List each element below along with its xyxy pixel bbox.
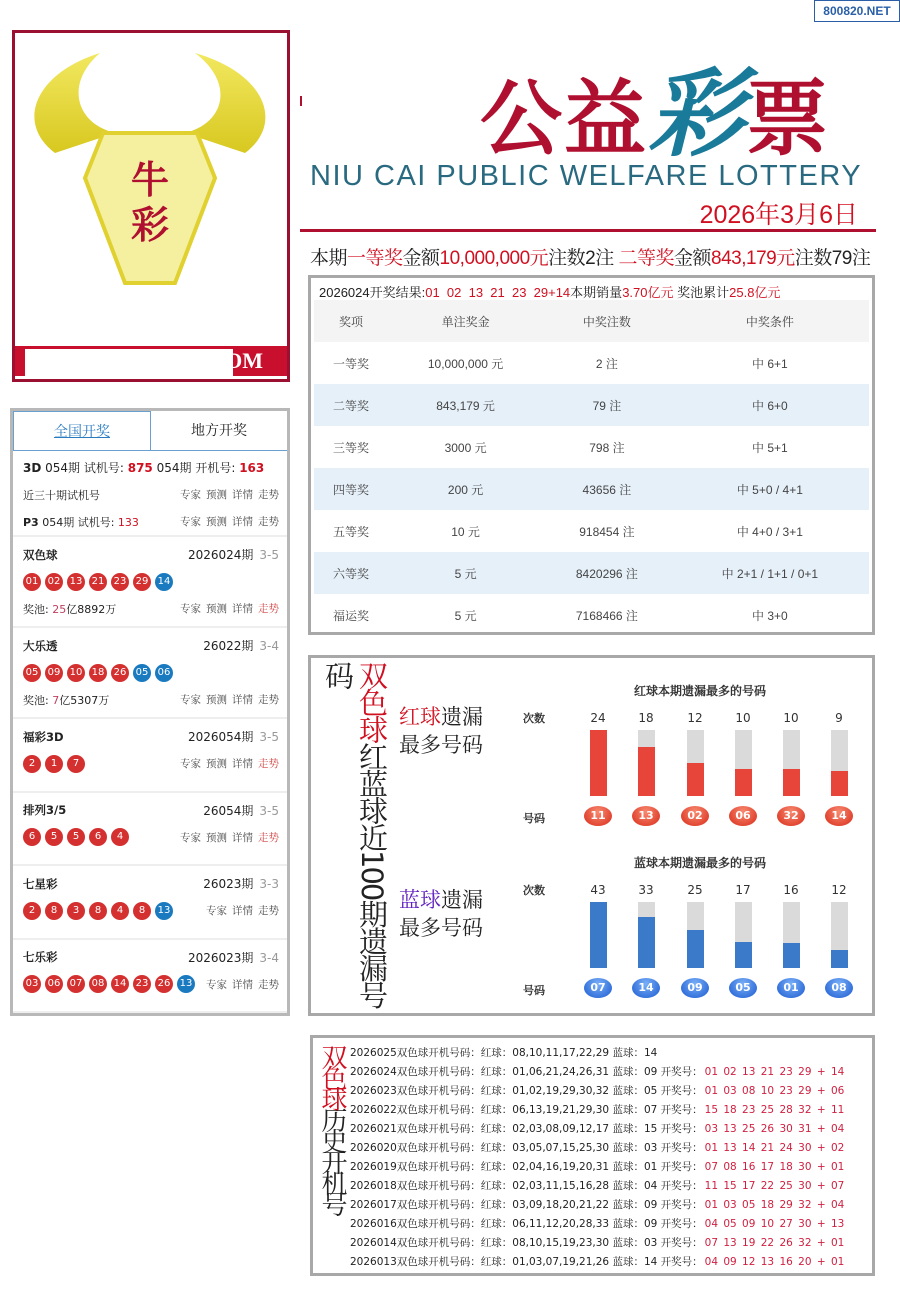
value-label: 24 bbox=[590, 711, 606, 725]
issue-date: 2026年3月6日 bbox=[699, 201, 858, 229]
balls-row bbox=[23, 568, 279, 595]
x-label: 号码 bbox=[523, 984, 545, 997]
draw-date: 3-5 bbox=[259, 730, 279, 744]
jackpot-row bbox=[23, 595, 279, 622]
value-label: 12 bbox=[687, 711, 703, 725]
red-ball: 21 bbox=[89, 573, 107, 591]
bar-track bbox=[831, 730, 848, 796]
table-cell: 中 4+0 / 3+1 bbox=[736, 524, 803, 539]
blue-subtitle: 蓝球遗漏 最多号码 bbox=[399, 888, 483, 940]
link-trend[interactable]: 走势 bbox=[258, 603, 279, 615]
red-ball: 03 bbox=[23, 975, 41, 993]
value-label: 16 bbox=[783, 883, 799, 897]
link-trend[interactable]: 走势 bbox=[258, 758, 279, 770]
link-predict[interactable]: 预测 bbox=[206, 516, 227, 528]
column-header: 单注奖金 bbox=[388, 300, 543, 342]
bar-track bbox=[783, 902, 800, 968]
red-ball: 23 bbox=[133, 975, 151, 993]
link-detail[interactable]: 详情 bbox=[232, 603, 253, 615]
game-name[interactable]: 排列3/5 bbox=[23, 803, 67, 817]
link-detail[interactable]: 详情 bbox=[232, 694, 253, 706]
issue-number: 26054期 bbox=[203, 803, 254, 818]
table-row bbox=[314, 552, 869, 594]
history-text: 2026017双色球开机号码：红球：03,09,18,20,21,22 蓝球：09 开奖号： bbox=[350, 1199, 703, 1211]
divider bbox=[300, 229, 876, 232]
table-cell: 918454 注 bbox=[579, 524, 635, 539]
issue-number: 2026023期 bbox=[187, 950, 254, 965]
lottery-game bbox=[13, 628, 287, 719]
history-row bbox=[350, 1177, 844, 1196]
x-label: 号码 bbox=[523, 812, 545, 825]
game-links bbox=[175, 692, 279, 707]
link-predict[interactable]: 预测 bbox=[206, 489, 227, 501]
bar bbox=[590, 730, 607, 796]
jackpot-label: 奖池: bbox=[23, 693, 53, 707]
bar bbox=[687, 763, 704, 796]
game-issue bbox=[188, 949, 279, 966]
game-links bbox=[201, 977, 279, 992]
link-expert[interactable]: 专家 bbox=[180, 516, 201, 528]
lottery-game bbox=[13, 866, 287, 940]
red-ball: 08 bbox=[89, 975, 107, 993]
balls bbox=[23, 664, 173, 682]
value-label: 10 bbox=[783, 711, 799, 725]
link-trend[interactable]: 走势 bbox=[258, 831, 279, 844]
history-text: 2026016双色球开机号码：红球：06,11,12,20,28,33 蓝球：09 开奖号： bbox=[350, 1218, 703, 1230]
column-header: 奖项 bbox=[314, 300, 388, 342]
issue-number: 2026054期 bbox=[187, 730, 254, 744]
jackpot-amount: 25 bbox=[52, 602, 67, 616]
lottery-game bbox=[13, 537, 287, 628]
value-label: 12 bbox=[831, 883, 847, 897]
table-row bbox=[314, 342, 869, 384]
bar-track bbox=[735, 730, 752, 796]
lottery-game bbox=[13, 719, 287, 793]
bar bbox=[831, 771, 848, 796]
link-trend[interactable]: 走势 bbox=[258, 694, 279, 706]
game-issue bbox=[203, 802, 279, 819]
winning-numbers: 04 09 12 13 16 20 + 01 bbox=[704, 1256, 845, 1268]
value-label: 25 bbox=[687, 883, 703, 897]
red-subtitle: 红球遗漏 最多号码 bbox=[399, 705, 483, 757]
history-row bbox=[350, 1044, 657, 1063]
history-panel bbox=[310, 1035, 875, 1276]
game-name[interactable]: 双色球 bbox=[23, 547, 58, 562]
game-header bbox=[23, 944, 279, 971]
game-header bbox=[23, 797, 279, 824]
chart-title: 红球本期遗漏最多的号码 bbox=[634, 684, 767, 698]
blue-number-ball: 14 bbox=[632, 978, 660, 998]
balls-row bbox=[23, 824, 279, 851]
history-row bbox=[350, 1082, 844, 1101]
history-title: 双色球历史开机号 bbox=[317, 1044, 347, 1212]
history-text: 2026024双色球开机号码：红球：01,06,21,24,26,31 蓝球：09 开奖号： bbox=[350, 1066, 703, 1078]
draw-date: 3-4 bbox=[259, 639, 279, 653]
table-row bbox=[314, 510, 869, 552]
lottery-game bbox=[13, 793, 287, 867]
table-row bbox=[314, 384, 869, 426]
balls bbox=[23, 902, 173, 920]
red-ball: 06 bbox=[45, 975, 63, 993]
link-expert[interactable]: 专家 bbox=[180, 489, 201, 501]
column-header: 中奖注数 bbox=[543, 300, 671, 342]
table-row bbox=[314, 426, 869, 468]
winning-numbers: 07 13 19 22 26 32 + 01 bbox=[704, 1237, 845, 1249]
table-cell: 四等奖 bbox=[314, 468, 388, 510]
site-watermark: 800820.NET bbox=[814, 0, 900, 22]
red-number-ball: 13 bbox=[632, 806, 660, 826]
red-ball: 6 bbox=[23, 828, 41, 846]
bar bbox=[783, 769, 800, 797]
table-cell: 中 5+1 bbox=[752, 440, 788, 455]
link-predict[interactable]: 预测 bbox=[206, 831, 227, 844]
link-detail[interactable]: 详情 bbox=[232, 489, 253, 501]
balls-row bbox=[23, 659, 279, 686]
red-ball: 5 bbox=[67, 828, 85, 846]
draw-date: 3-3 bbox=[259, 877, 279, 891]
prize-summary: 本期一等奖金额10,000,000元注数2注 二等奖金额843,179元注数79注 bbox=[310, 248, 871, 269]
bar bbox=[687, 930, 704, 968]
table-cell: 福运奖 bbox=[333, 608, 370, 623]
value-label: 17 bbox=[735, 883, 751, 897]
jackpot-unit: 亿8892万 bbox=[66, 602, 117, 616]
table-cell: 843,179 元 bbox=[388, 384, 543, 426]
history-row bbox=[350, 1101, 844, 1120]
history-text: 2026019双色球开机号码：红球：02,04,16,19,20,31 蓝球：01 开奖号： bbox=[350, 1161, 703, 1173]
red-ball: 01 bbox=[23, 573, 41, 591]
red-ball: 05 bbox=[23, 664, 41, 682]
red-number-ball: 32 bbox=[777, 806, 805, 826]
bar-track bbox=[638, 902, 655, 968]
link-detail[interactable]: 详情 bbox=[232, 905, 253, 917]
history-text: 2026018双色球开机号码：红球：02,03,11,15,16,28 蓝球：04 开奖号： bbox=[350, 1180, 703, 1192]
table-row bbox=[314, 594, 869, 636]
y-label: 次数 bbox=[523, 712, 545, 725]
table-cell: 798 注 bbox=[589, 440, 625, 455]
history-row bbox=[350, 1234, 844, 1253]
winning-numbers: 03 13 25 26 30 31 + 04 bbox=[704, 1123, 845, 1135]
game-name[interactable]: 福彩3D bbox=[23, 729, 64, 744]
prize-table bbox=[314, 300, 869, 636]
game-links bbox=[175, 756, 279, 771]
history-row bbox=[350, 1139, 844, 1158]
bar-track bbox=[735, 902, 752, 968]
tab-local[interactable]: 地方开奖 bbox=[191, 423, 247, 439]
jackpot-row bbox=[23, 686, 279, 713]
game-name[interactable]: 七星彩 bbox=[23, 876, 58, 891]
red-number-ball: 02 bbox=[681, 806, 709, 826]
red-ball: 26 bbox=[155, 975, 173, 993]
game-links bbox=[175, 830, 279, 845]
table-cell: 7168466 注 bbox=[575, 608, 638, 623]
red-number-ball: 14 bbox=[825, 806, 853, 826]
table-cell: 一等奖 bbox=[333, 356, 370, 371]
winning-numbers: 15 18 23 25 28 32 + 11 bbox=[704, 1104, 845, 1116]
winning-numbers: 07 08 16 17 18 30 + 01 bbox=[704, 1161, 845, 1173]
value-label: 9 bbox=[835, 711, 843, 725]
game-issue bbox=[203, 637, 279, 654]
red-ball: 13 bbox=[67, 573, 85, 591]
game-issue bbox=[203, 875, 279, 892]
red-ball: 2 bbox=[23, 902, 41, 920]
blue-ball: 14 bbox=[155, 573, 173, 591]
link-expert[interactable]: 专家 bbox=[180, 694, 201, 706]
svg-text:彩: 彩 bbox=[130, 202, 170, 247]
draw-results-panel bbox=[308, 275, 875, 635]
winning-numbers: 01 13 14 21 24 30 + 02 bbox=[704, 1142, 845, 1154]
table-cell: 中 6+1 bbox=[752, 356, 788, 371]
value-label: 10 bbox=[735, 711, 751, 725]
table-cell: 中 6+0 bbox=[671, 384, 869, 426]
balls-row bbox=[23, 971, 279, 998]
balls-row bbox=[23, 750, 279, 777]
red-ball: 8 bbox=[45, 902, 63, 920]
red-ball: 2 bbox=[23, 755, 41, 773]
history-text: 2026022双色球开机号码：红球：06,13,19,21,29,30 蓝球：07 开奖号： bbox=[350, 1104, 703, 1116]
vertical-title: 双色球红蓝球近100期遗漏号码 bbox=[321, 661, 389, 1008]
table-cell: 200 元 bbox=[388, 468, 543, 510]
table-cell: 中 5+0 / 4+1 bbox=[671, 468, 869, 510]
link-expert[interactable]: 专家 bbox=[180, 831, 201, 844]
value-label: 43 bbox=[590, 883, 606, 897]
niucai-logo bbox=[12, 30, 290, 382]
blue-number-ball: 09 bbox=[681, 978, 709, 998]
game-links bbox=[175, 601, 279, 616]
lottery-game bbox=[13, 940, 287, 1014]
draw-date: 3-5 bbox=[259, 803, 279, 818]
y-label: 次数 bbox=[523, 884, 545, 897]
blue-ball: 13 bbox=[177, 975, 195, 993]
history-text: 2026013双色球开机号码：红球：01,03,07,19,21,26 蓝球：14 开奖号： bbox=[350, 1256, 703, 1268]
link-expert[interactable]: 专家 bbox=[180, 758, 201, 770]
game-header bbox=[23, 870, 279, 897]
chart-title: 蓝球本期遗漏最多的号码 bbox=[634, 856, 767, 870]
table-cell: 五等奖 bbox=[333, 524, 370, 539]
link-predict[interactable]: 预测 bbox=[206, 694, 227, 706]
tab-national[interactable]: 全国开奖 bbox=[13, 411, 151, 450]
history-text: 2026023双色球开机号码：红球：01,02,19,29,30,32 蓝球：05 开奖号： bbox=[350, 1085, 703, 1097]
red-ball: 3 bbox=[67, 902, 85, 920]
balls-row bbox=[23, 897, 279, 924]
link-detail[interactable]: 详情 bbox=[232, 978, 253, 991]
red-number-ball: 06 bbox=[729, 806, 757, 826]
history-row bbox=[350, 1120, 844, 1139]
bar bbox=[735, 942, 752, 968]
link-expert[interactable]: 专家 bbox=[206, 978, 227, 991]
english-title: NIU CAI PUBLIC WELFARE LOTTERY bbox=[310, 160, 863, 192]
game-links bbox=[201, 903, 279, 918]
issue-number: 26022期 bbox=[203, 639, 254, 653]
recent-test-numbers-link[interactable]: 近三十期试机号 bbox=[23, 488, 100, 502]
jackpot bbox=[23, 601, 116, 617]
blue-number-ball: 01 bbox=[777, 978, 805, 998]
red-ball: 23 bbox=[111, 573, 129, 591]
logo-suffix: OM bbox=[225, 348, 263, 373]
table-cell: 六等奖 bbox=[314, 552, 388, 594]
jackpot-amount: 7 bbox=[52, 693, 60, 707]
history-text: 2026014双色球开机号码：红球：08,10,15,19,23,30 蓝球：03 开奖号： bbox=[350, 1237, 703, 1249]
history-row bbox=[350, 1215, 844, 1234]
red-ball: 14 bbox=[111, 975, 129, 993]
bull-head-icon bbox=[15, 33, 287, 333]
blue-number-ball: 07 bbox=[584, 978, 612, 998]
winning-numbers: 04 05 09 10 27 30 + 13 bbox=[704, 1218, 845, 1230]
table-cell: 三等奖 bbox=[333, 440, 370, 455]
bar bbox=[735, 769, 752, 797]
blue-number-ball: 05 bbox=[729, 978, 757, 998]
red-ball: 7 bbox=[67, 755, 85, 773]
game-header bbox=[23, 541, 279, 568]
link-trend[interactable]: 走势 bbox=[258, 516, 279, 528]
history-row bbox=[350, 1196, 844, 1215]
bar-track bbox=[590, 730, 607, 796]
red-number-ball: 11 bbox=[584, 806, 612, 826]
link-predict[interactable]: 预测 bbox=[206, 758, 227, 770]
blue-ball: 06 bbox=[155, 664, 173, 682]
winning-numbers: 01 03 08 10 23 29 + 06 bbox=[704, 1085, 845, 1097]
table-cell: 43656 注 bbox=[543, 468, 671, 510]
link-trend[interactable]: 走势 bbox=[258, 905, 279, 917]
red-ball: 4 bbox=[111, 902, 129, 920]
bar bbox=[831, 950, 848, 968]
table-cell: 中 2+1 / 1+1 / 0+1 bbox=[671, 552, 869, 594]
table-cell: 10 元 bbox=[451, 524, 480, 539]
column-header: 中奖条件 bbox=[671, 300, 869, 342]
game-name[interactable]: 大乐透 bbox=[23, 638, 58, 653]
red-ball: 26 bbox=[111, 664, 129, 682]
game-name[interactable]: 七乐彩 bbox=[23, 950, 58, 964]
link-predict[interactable]: 预测 bbox=[206, 603, 227, 615]
issue-number: 26023期 bbox=[203, 877, 254, 891]
blue-number-ball: 08 bbox=[825, 978, 853, 998]
draw-date: 3-5 bbox=[259, 548, 279, 562]
link-expert[interactable]: 专家 bbox=[180, 603, 201, 615]
omission-chart-panel bbox=[308, 655, 875, 1016]
issue-number: 2026024期 bbox=[187, 548, 254, 562]
table-cell: 二等奖 bbox=[314, 384, 388, 426]
table-cell: 8420296 注 bbox=[543, 552, 671, 594]
red-ball: 8 bbox=[133, 902, 151, 920]
table-row bbox=[314, 468, 869, 510]
red-ball: 09 bbox=[45, 664, 63, 682]
history-text: 2026020双色球开机号码：红球：03,05,07,15,25,30 蓝球：03 开奖号： bbox=[350, 1142, 703, 1154]
link-trend[interactable]: 走势 bbox=[258, 978, 279, 991]
table-cell: 79 注 bbox=[543, 384, 671, 426]
jackpot bbox=[23, 692, 109, 708]
table-cell: 5 元 bbox=[454, 608, 477, 623]
balls bbox=[23, 755, 85, 773]
page-title: 公益彩票 bbox=[480, 57, 831, 170]
game-header bbox=[23, 632, 279, 659]
balls bbox=[23, 828, 129, 846]
red-ball: 1 bbox=[45, 755, 63, 773]
value-label: 33 bbox=[638, 883, 654, 897]
bar-track bbox=[638, 730, 655, 796]
jackpot-unit: 亿5307万 bbox=[59, 693, 110, 707]
lottery-sidebar: 全国开奖 地方开奖 3D 054期 试机号: 875 054期 开机号: 163 近三十期试机号 专家 预测 详情 走势 P3 054期 试机号: 133 专家 预测 详情 走势 双色球 2026024期 3-5 01 02 13 21 23 29 14 奖池: 25亿8892万 专家 预测 详情 走势 大乐透 26022期 3-4 05 09 10 18 26 05 06 奖池: 7亿5307万 专家 预测 详情 走势 福彩3D 2026054期 3-5 2 1 7 专家 预测 详情 走势 排列3/5 26054期 3-5 6 5 5 6 4 专家 预测 详情 走势 七星彩 26023期 3-3 2 8 3 8 4 8 13 专家 详情 走势 七乐彩 2026023期 3-4 03 06 07 08 14 23 26 13 专家 详情 走势 bbox=[10, 408, 290, 1016]
winning-numbers: 01 03 05 18 29 32 + 04 bbox=[704, 1199, 845, 1211]
bar bbox=[783, 943, 800, 968]
bar-track bbox=[590, 902, 607, 968]
game-header bbox=[23, 723, 279, 750]
link-trend[interactable]: 走势 bbox=[258, 489, 279, 501]
jackpot-label: 奖池: bbox=[23, 602, 53, 616]
history-row bbox=[350, 1063, 844, 1082]
link-detail[interactable]: 详情 bbox=[232, 831, 253, 844]
bar-track bbox=[687, 730, 704, 796]
blue-ball: 13 bbox=[155, 902, 173, 920]
red-ball: 18 bbox=[89, 664, 107, 682]
game-issue bbox=[188, 546, 279, 563]
game-issue bbox=[188, 728, 279, 745]
red-ball: 4 bbox=[111, 828, 129, 846]
history-row bbox=[350, 1158, 844, 1177]
link-detail[interactable]: 详情 bbox=[232, 516, 253, 528]
table-cell: 2 注 bbox=[595, 356, 618, 371]
red-ball: 02 bbox=[45, 573, 63, 591]
draw-results-header: 2026024开奖结果:01 02 13 21 23 29+14本期销量3.70亿元 奖池累计25.8亿元 bbox=[319, 285, 781, 300]
red-ball: 07 bbox=[67, 975, 85, 993]
history-text: 2026025双色球开机号码：红球：08,10,11,17,22,29 蓝球：14 bbox=[350, 1047, 658, 1059]
bar-track bbox=[831, 902, 848, 968]
link-detail[interactable]: 详情 bbox=[232, 758, 253, 770]
bar bbox=[638, 747, 655, 797]
history-text: 2026021双色球开机号码：红球：02,03,08,09,12,17 蓝球：15 开奖号： bbox=[350, 1123, 703, 1135]
red-ball: 10 bbox=[67, 664, 85, 682]
red-ball: 8 bbox=[89, 902, 107, 920]
red-ball: 5 bbox=[45, 828, 63, 846]
link-expert[interactable]: 专家 bbox=[206, 905, 227, 917]
balls bbox=[23, 573, 173, 591]
red-ball: 6 bbox=[89, 828, 107, 846]
table-cell: 3000 元 bbox=[444, 440, 487, 455]
winning-numbers: 11 15 17 22 25 30 + 07 bbox=[704, 1180, 845, 1192]
value-label: 18 bbox=[638, 711, 654, 725]
svg-text:牛: 牛 bbox=[130, 157, 170, 202]
red-ball: 29 bbox=[133, 573, 151, 591]
table-cell: 中 3+0 bbox=[752, 608, 788, 623]
draw-date: 3-4 bbox=[259, 950, 279, 965]
balls bbox=[23, 975, 195, 993]
blue-ball: 05 bbox=[133, 664, 151, 682]
bar-track bbox=[687, 902, 704, 968]
winning-numbers: 01 02 13 21 23 29 + 14 bbox=[704, 1066, 845, 1078]
bar bbox=[590, 902, 607, 968]
history-row bbox=[350, 1253, 844, 1272]
bar bbox=[638, 917, 655, 968]
table-cell: 5 元 bbox=[388, 552, 543, 594]
3d-test-number: 3D 054期 试机号: 875 054期 开机号: 163 bbox=[23, 461, 265, 475]
bar-track bbox=[783, 730, 800, 796]
table-cell: 10,000,000 元 bbox=[427, 356, 504, 371]
